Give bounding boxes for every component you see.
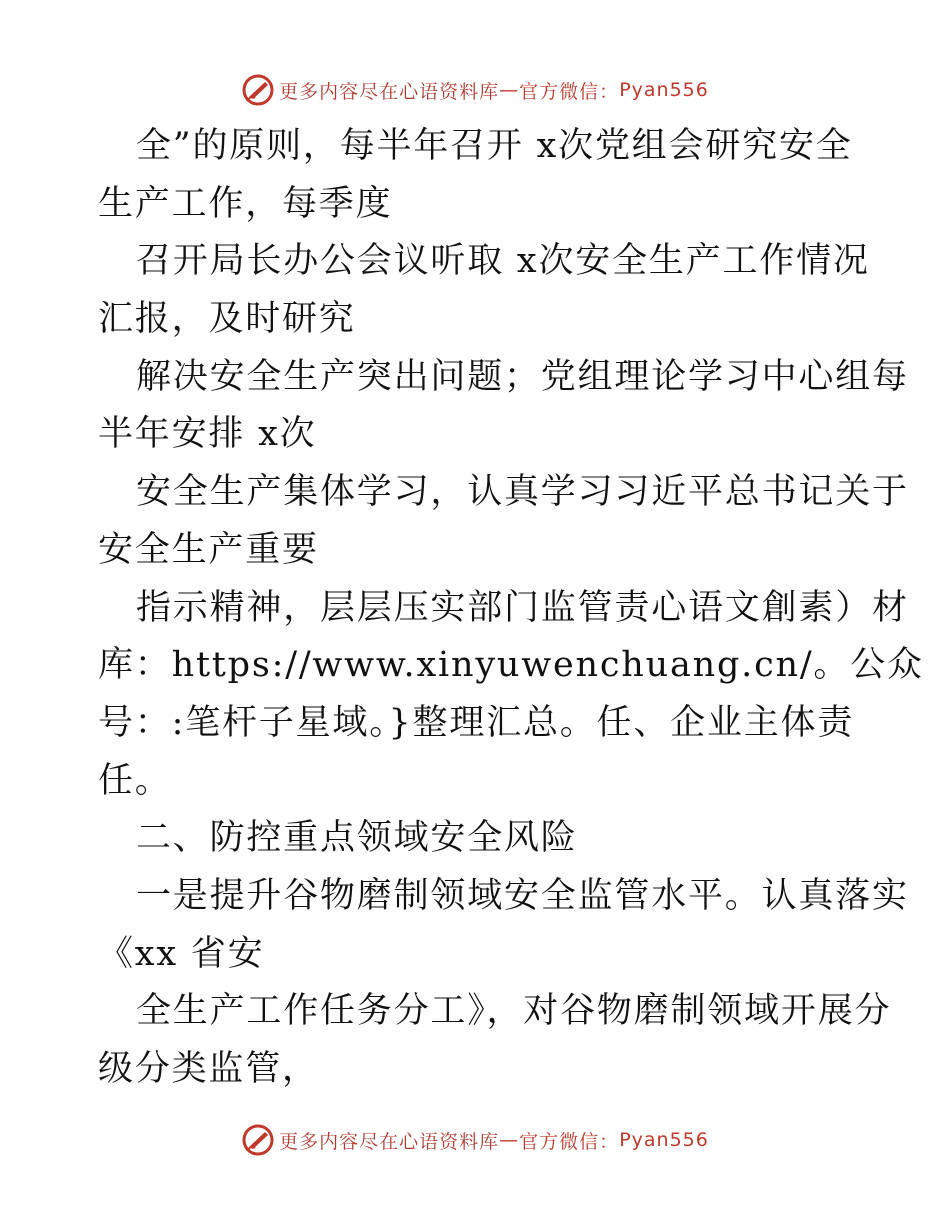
- body-line: 安全生产集体学习，认真学习习近平总书记关于: [136, 472, 909, 513]
- body-line: 解决安全生产突出问题；党组理论学习中心组每: [136, 356, 909, 397]
- body-line: 一是提升谷物磨制领域安全监管水平。认真落实: [136, 875, 909, 916]
- banner-wechat-id: Pyan556: [619, 1129, 709, 1151]
- body-line: 级分类监管，: [98, 1049, 319, 1089]
- body-line: 安全生产重要: [98, 529, 319, 570]
- body-line: 汇报，及时研究: [98, 299, 356, 340]
- document-body: [98, 118, 924, 1099]
- brush-stroke-logo-icon: [241, 1123, 275, 1157]
- body-line: 任。: [98, 760, 172, 801]
- banner-wechat-label: 官方微信：: [519, 1130, 620, 1153]
- body-line: 全”的原则，每半年召开 x次党组会研究安全: [136, 126, 853, 166]
- body-line: 库：https://www.xinyuwenchuang.cn/。公众: [98, 645, 924, 686]
- body-line: 半年安排 x次: [98, 414, 317, 455]
- banner-dash: —: [499, 1129, 520, 1151]
- body-line: 号：:笔杆子星域。}整理汇总。任、企业主体责: [98, 702, 855, 743]
- body-line: 《xx 省安: [98, 933, 265, 974]
- body-line: 指示精神，层层压实部门监管责心语文創素）材: [136, 587, 909, 628]
- body-line: 全生产工作任务分工》，对谷物磨制领域开展分: [136, 991, 892, 1032]
- body-line: 召开局长办公会议听取 x次安全生产工作情况: [136, 241, 870, 282]
- banner-ad-text: 更多内容尽在心语资料库: [279, 80, 500, 103]
- brush-stroke-logo-icon: [241, 73, 275, 107]
- banner-ad-text: 更多内容尽在心语资料库: [279, 1130, 500, 1153]
- banner-wechat-label: 官方微信：: [519, 80, 620, 103]
- header-banner: [0, 70, 950, 110]
- banner-dash: —: [499, 79, 520, 101]
- body-line: 生产工作，每季度: [98, 183, 393, 224]
- footer-banner: [0, 1120, 950, 1160]
- banner-wechat-id: Pyan556: [619, 79, 709, 101]
- section-heading: 二、防控重点领域安全风险: [136, 818, 578, 859]
